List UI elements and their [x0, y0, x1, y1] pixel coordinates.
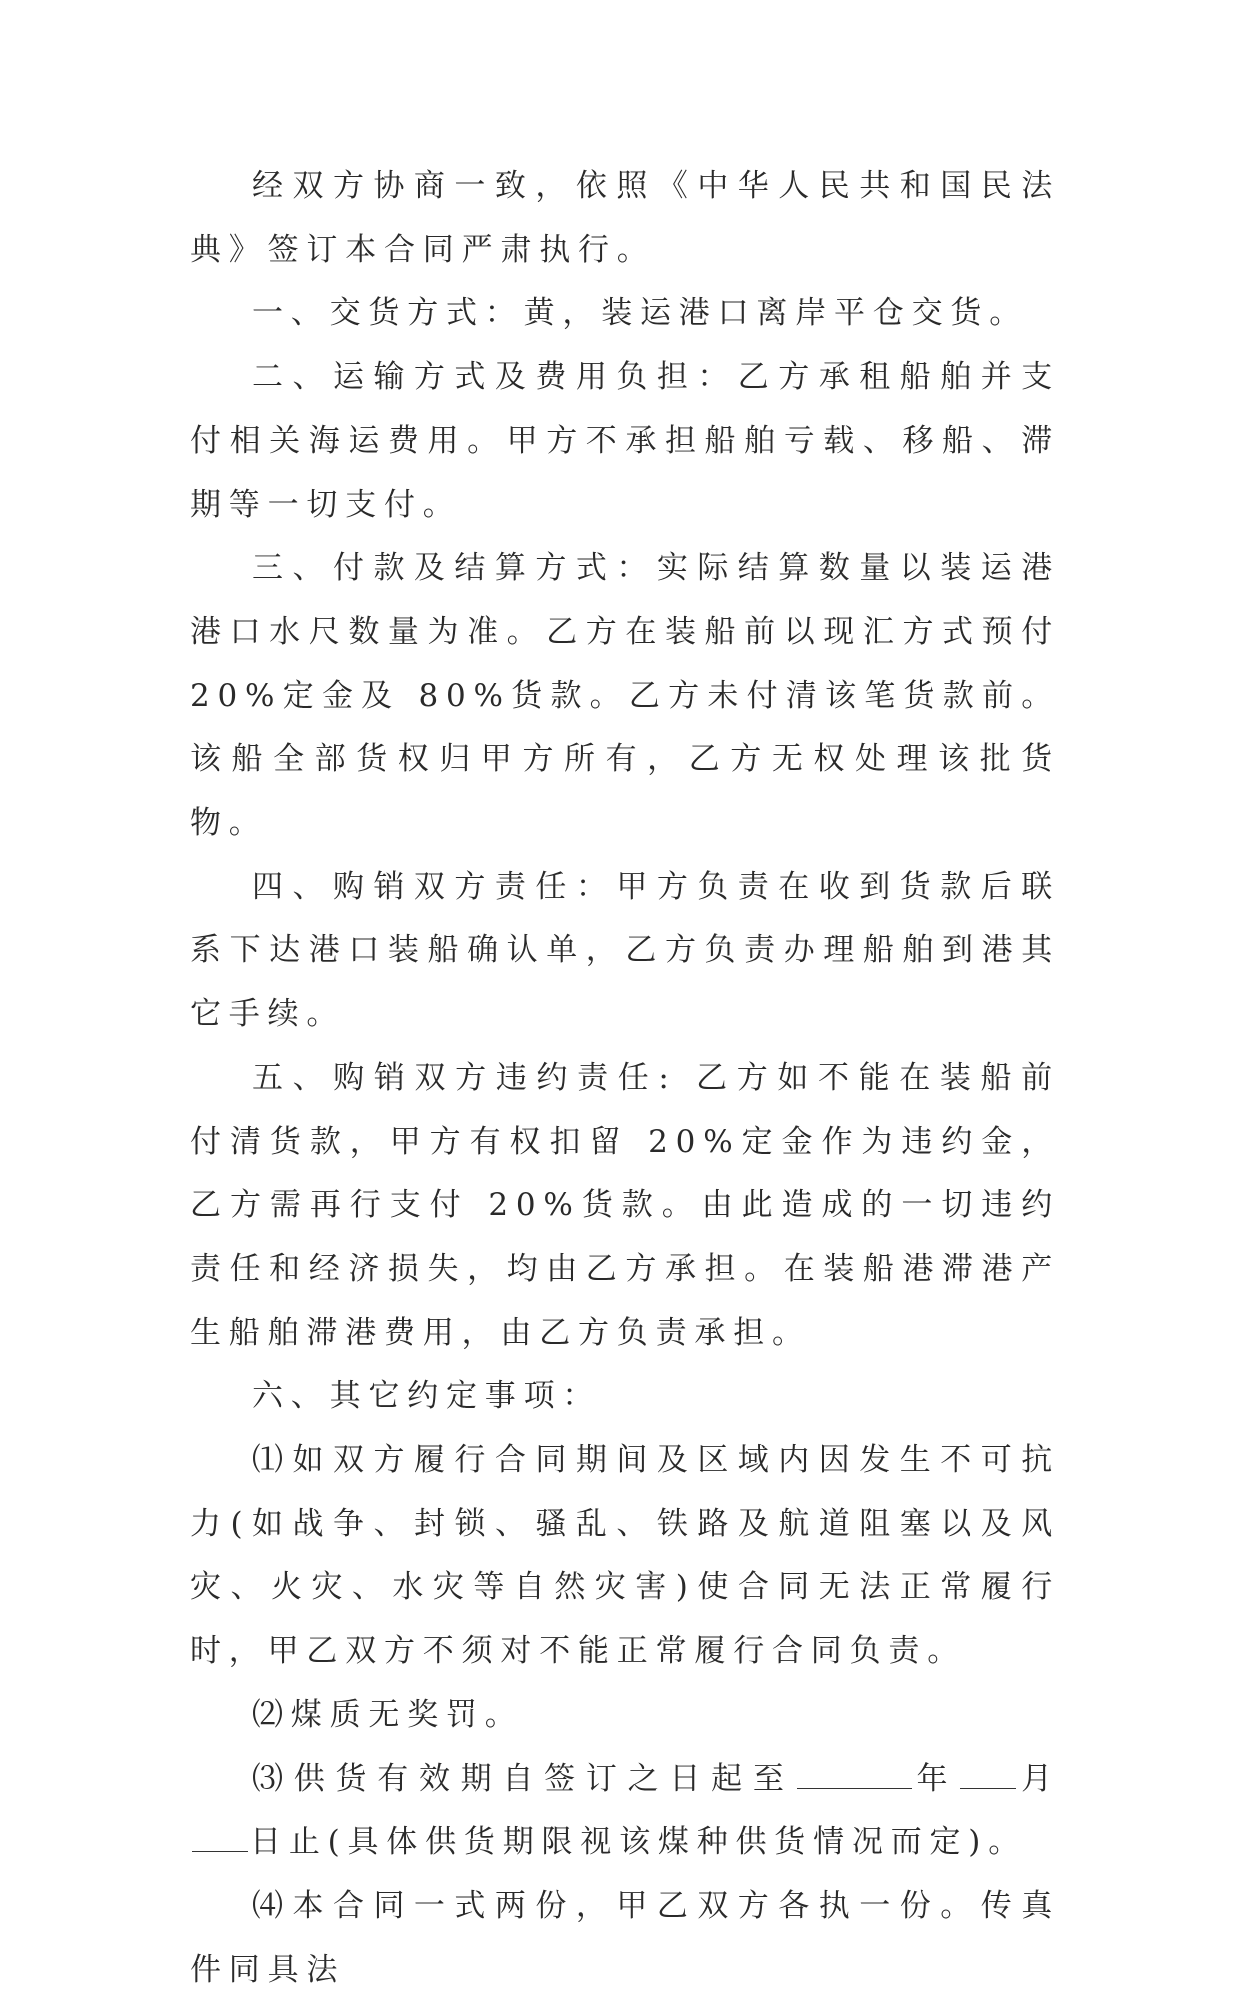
month-label: 月: [1018, 1760, 1060, 1797]
day-label: 日: [250, 1824, 289, 1861]
year-blank-field[interactable]: [797, 1758, 912, 1789]
clause-party-responsibilities: 四、购销双方责任：甲方负责在收到货款后联系下达港口装船确认单，乙方负责办理船舶到港其它手续。: [190, 868, 1060, 1033]
month-blank-field[interactable]: [960, 1758, 1016, 1789]
clause-payment-settlement: 三、付款及结算方式：实际结算数量以装运港港口水尺数量为准。乙方在装船前以现汇方式预付 20%定金及 80%货款。乙方未付清该笔货款前。该船全部货权归甲方所有，乙方无权处理该批货物。: [190, 550, 1060, 842]
item-supply-period: [190, 1748, 1060, 1875]
clause-breach-liability: 五、购销双方违约责任: 乙方如不能在装船前付清货款，甲方有权扣留 20%定金作为违约金，乙方需再行支付 20%货款。由此造成的一切违约责任和经济损失，均由乙方承担。在装船港滞港产生船舶滞港费用，由乙方负责承担。: [190, 1059, 1060, 1351]
item-force-majeure: ⑴如双方履行合同期间及区域内因发生不可抗力(如战争、封锁、骚乱、铁路及航道阻塞以及风灾、火灾、水灾等自然灾害)使合同无法正常履行时，甲乙双方不须对不能正常履行合同负责。: [190, 1442, 1060, 1670]
supply-period-suffix: 止(具体供货期限视该煤种供货情况而定)。: [288, 1824, 1027, 1861]
supply-period-prefix: ⑶供货有效期自签订之日起至: [252, 1760, 795, 1797]
intro-paragraph: 经双方协商一致，依照《中华人民共和国民法典》签订本合同严肃执行。: [190, 168, 1060, 268]
clause-transport-costs: 二、运输方式及费用负担：乙方承租船舶并支付相关海运费用。甲方不承担船舶亏载、移船、滞期等一切支付。: [190, 359, 1060, 523]
year-label: 年: [913, 1760, 959, 1797]
item-copies-fax: ⑷本合同一式两份，甲乙双方各执一份。传真件同具法: [190, 1887, 1060, 1988]
clause-delivery-method: 一、交货方式：黄，装运港口离岸平仓交货。: [252, 295, 1028, 332]
item-coal-quality: ⑵煤质无奖罚。: [252, 1696, 524, 1733]
clause-other-matters-heading: 六、其它约定事项：: [252, 1378, 602, 1415]
document-page: [190, 155, 1060, 2002]
day-blank-field[interactable]: [192, 1821, 248, 1852]
